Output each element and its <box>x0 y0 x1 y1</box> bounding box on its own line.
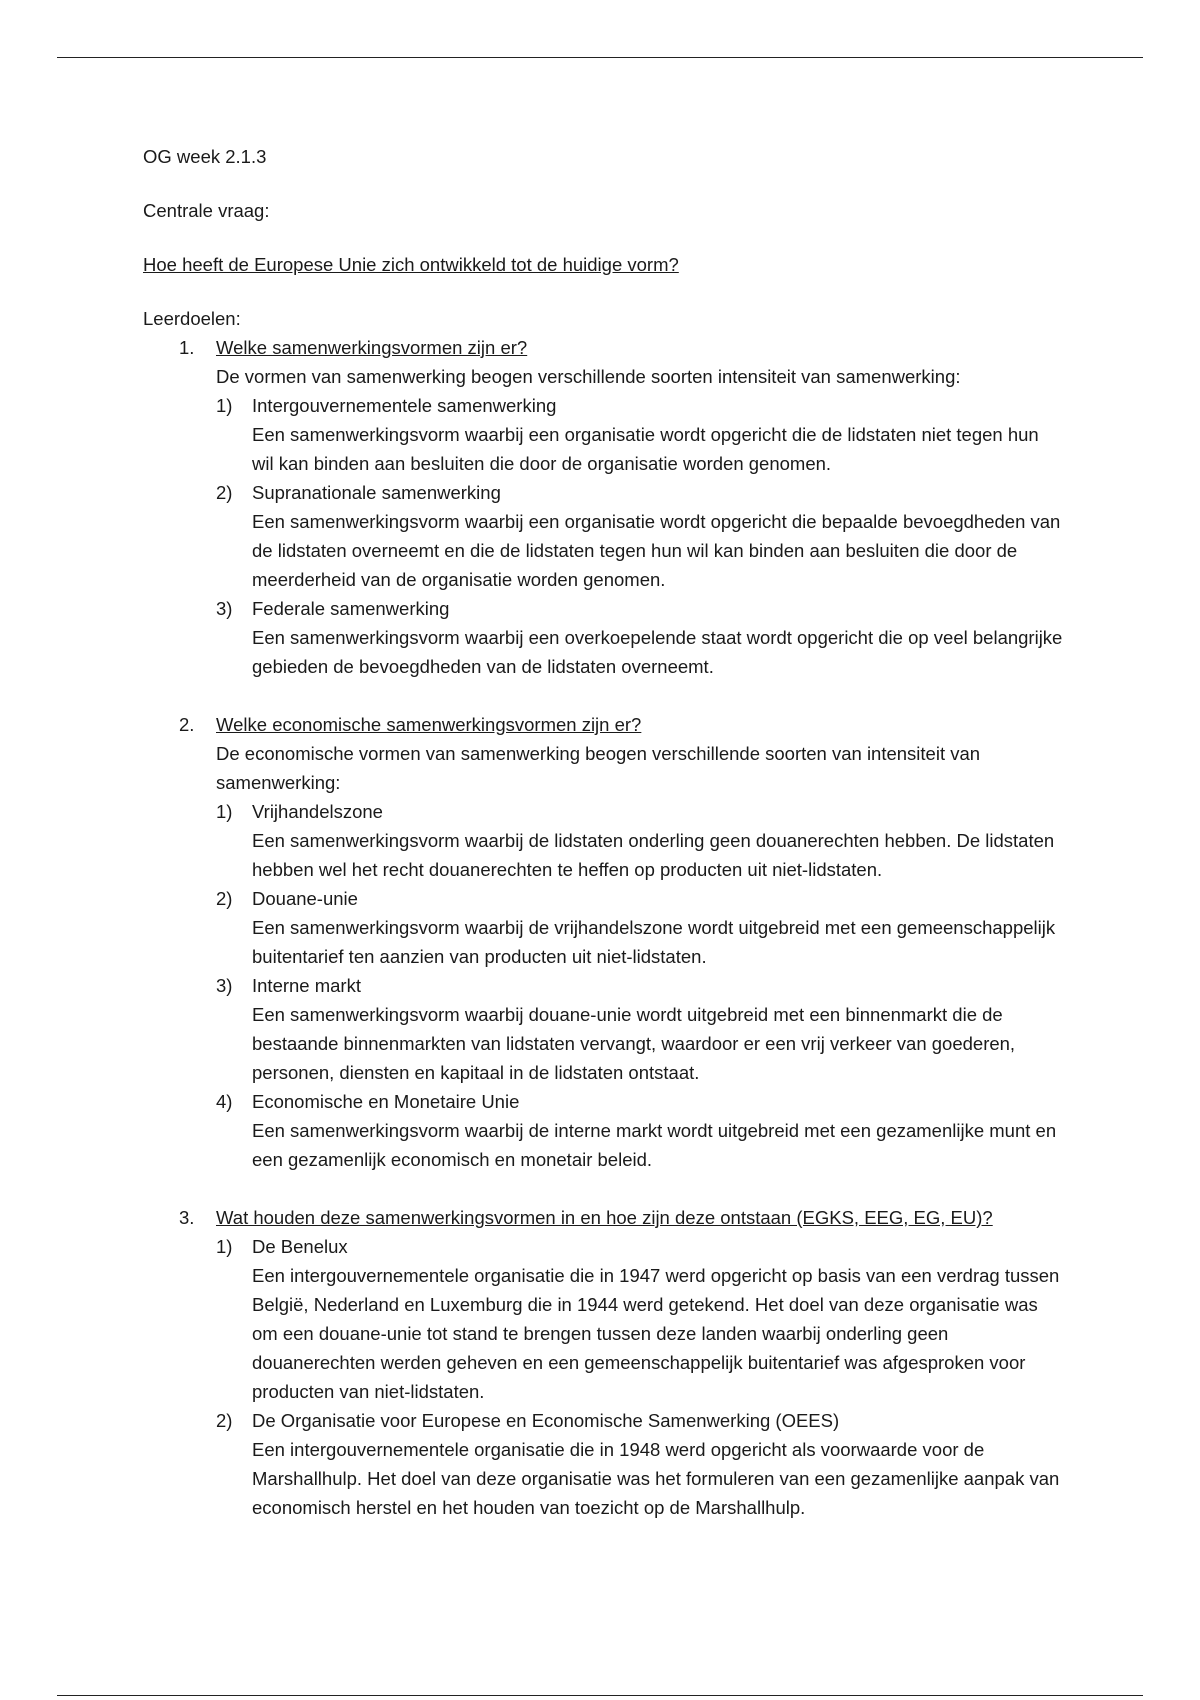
bottom-border-line <box>57 1695 1143 1696</box>
learning-goals-label: Leerdoelen: <box>143 308 241 329</box>
sub-item-title: Federale samenwerking <box>252 598 450 619</box>
goal-number: 1. <box>179 337 195 358</box>
central-question: Hoe heeft de Europese Unie zich ontwikkeld tot de huidige vorm? <box>143 254 679 275</box>
sub-item-title: Interne markt <box>252 975 361 996</box>
sub-list-item <box>216 971 1063 1087</box>
goal-heading: Wat houden deze samenwerkingsvormen in en hoe zijn deze ontstaan (EGKS, EEG, EG, EU)? <box>216 1207 993 1228</box>
sub-list-item <box>216 1406 1063 1522</box>
sub-item-text: Een samenwerkingsvorm waarbij een organisatie wordt opgericht die de lidstaten niet tegen hun wil kan binden aan besluiten die door de organisatie worden genomen. <box>252 424 1039 474</box>
sub-list-item <box>216 478 1063 594</box>
sub-item-number: 2) <box>216 482 233 503</box>
sub-item-title: Vrijhandelszone <box>252 801 383 822</box>
document-body <box>143 142 1063 1522</box>
sub-item-title: De Benelux <box>252 1236 348 1257</box>
document-title: OG week 2.1.3 <box>143 146 267 167</box>
sub-item-number: 4) <box>216 1091 233 1112</box>
sub-item-title: Supranationale samenwerking <box>252 482 501 503</box>
learning-goal-section <box>143 710 1063 1174</box>
goal-heading: Welke economische samenwerkingsvormen zijn er? <box>216 714 642 735</box>
sub-list-item <box>216 797 1063 884</box>
sub-item-title: Economische en Monetaire Unie <box>252 1091 520 1112</box>
sub-item-number: 1) <box>216 801 233 822</box>
sub-item-text: Een samenwerkingsvorm waarbij de vrijhandelszone wordt uitgebreid met een gemeenschappelijk buitentarief ten aanzien van producten uit niet-lidstaten. <box>252 917 1056 967</box>
sub-item-number: 3) <box>216 598 233 619</box>
goal-number: 2. <box>179 714 195 735</box>
sub-item-title: Intergouvernementele samenwerking <box>252 395 557 416</box>
sub-item-title: Douane-unie <box>252 888 358 909</box>
learning-goal-section <box>143 333 1063 681</box>
sub-item-title: De Organisatie voor Europese en Economische Samenwerking (OEES) <box>252 1410 840 1431</box>
top-border-line <box>57 57 1143 58</box>
sub-item-number: 1) <box>216 395 233 416</box>
goal-number: 3. <box>179 1207 195 1228</box>
sub-list-item <box>216 594 1063 681</box>
central-question-label: Centrale vraag: <box>143 200 270 221</box>
learning-goal-item <box>143 710 1063 1174</box>
sub-item-text: Een samenwerkingsvorm waarbij de interne markt wordt uitgebreid met een gezamenlijke munt en een gezamenlijk economisch en monetair beleid. <box>252 1120 1057 1170</box>
learning-goal-section <box>143 1203 1063 1522</box>
learning-goal-item <box>143 1203 1063 1522</box>
learning-goal-item <box>143 333 1063 681</box>
goal-intro: De economische vormen van samenwerking beogen verschillende soorten van intensiteit van samenwerking: <box>216 743 981 793</box>
sub-item-text: Een intergouvernementele organisatie die in 1947 werd opgericht op basis van een verdrag tussen België, Nederland en Luxemburg die in 1944 werd getekend. Het doel van deze organisatie was om een douane-unie tot stand te brengen tussen deze landen waarbij onderling geen douanerechten werden geheven en een gemeenschappelijk buitentarief was afgesproken voor producten van niet-lidstaten. <box>252 1265 1060 1402</box>
sub-item-number: 2) <box>216 888 233 909</box>
sub-item-text: Een samenwerkingsvorm waarbij een overkoepelende staat wordt opgericht die op veel belangrijke gebieden de bevoegdheden van de lidstaten overneemt. <box>252 627 1063 677</box>
sub-list-item <box>216 391 1063 478</box>
sub-item-number: 3) <box>216 975 233 996</box>
sub-list-item <box>216 1087 1063 1174</box>
sub-item-number: 1) <box>216 1236 233 1257</box>
sub-item-text: Een samenwerkingsvorm waarbij de lidstaten onderling geen douanerechten hebben. De lidstaten hebben wel het recht douanerechten te heffen op producten uit niet-lidstaten. <box>252 830 1055 880</box>
sub-item-text: Een intergouvernementele organisatie die in 1948 werd opgericht als voorwaarde voor de Marshallhulp. Het doel van deze organisatie was het formuleren van een gezamenlijke aanpak van economisch herstel en het houden van toezicht op de Marshallhulp. <box>252 1439 1060 1518</box>
sub-item-number: 2) <box>216 1410 233 1431</box>
goal-intro: De vormen van samenwerking beogen verschillende soorten intensiteit van samenwerking: <box>216 366 961 387</box>
sub-item-text: Een samenwerkingsvorm waarbij douane-unie wordt uitgebreid met een binnenmarkt die de bestaande binnenmarkten van lidstaten vervangt, waardoor er een vrij verkeer van goederen, personen, diensten en kapitaal in de lidstaten ontstaat. <box>252 1004 1016 1083</box>
sub-item-text: Een samenwerkingsvorm waarbij een organisatie wordt opgericht die bepaalde bevoegdheden van de lidstaten overneemt en die de lidstaten tegen hun wil kan binden aan besluiten die door de meerderheid van de organisatie worden genomen. <box>252 511 1061 590</box>
sub-list-item <box>216 1232 1063 1406</box>
goal-heading: Welke samenwerkingsvormen zijn er? <box>216 337 528 358</box>
sub-list-item <box>216 884 1063 971</box>
